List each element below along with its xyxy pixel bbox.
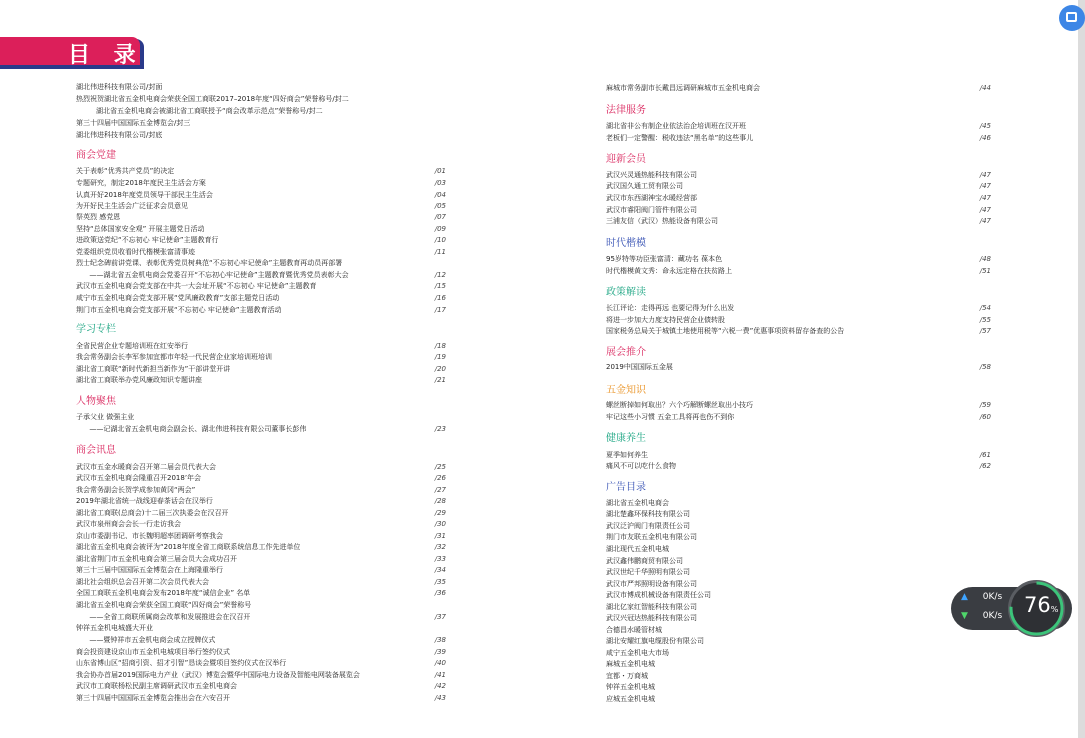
toc-entry-title: 我会常务副会长贺学成参加黄冈“两会” xyxy=(76,486,196,494)
toc-entry[interactable] xyxy=(606,460,991,472)
toc-entry-title: 95岁特等功臣张富清：藏功名 葆本色 xyxy=(606,255,723,263)
toc-entry-title: 牢记这些小习惯 五金工具将再也伤不到你 xyxy=(606,413,735,421)
toc-entry[interactable] xyxy=(76,472,446,484)
toc-entry-page: /18 xyxy=(434,342,446,350)
toc-entry-title: 咸宁五金机电大市场 xyxy=(606,649,669,657)
toc-entry-title: 全省民营企业专题培训班在红安举行 xyxy=(76,342,188,350)
toc-entry[interactable] xyxy=(76,351,446,363)
toc-entry[interactable] xyxy=(606,693,991,705)
toc-entry[interactable] xyxy=(76,81,446,93)
toc-entry-title: 第三十四届中国国际五金博览会/封三 xyxy=(76,119,191,127)
toc-entry-page: /48 xyxy=(979,255,991,263)
toc-entry-page: /27 xyxy=(434,486,446,494)
toc-entry-title: 三浦友信（武汉）热能设备有限公司 xyxy=(606,217,718,225)
toc-entry[interactable] xyxy=(76,692,446,704)
upload-speed: 0K/s xyxy=(982,592,1003,602)
toc-entry-page: /04 xyxy=(434,191,446,199)
toc-entry-page: /12 xyxy=(434,271,446,279)
toc-entry-title: 热烈祝贺湖北省五金机电商会荣获全国工商联2017–2018年度“四好商会”荣誉称号/封二 xyxy=(76,95,349,103)
toc-entry-title: 武汉泛沪阀门有限责任公司 xyxy=(606,522,690,530)
toc-entry[interactable] xyxy=(76,680,446,692)
toc-entry[interactable] xyxy=(606,82,991,94)
toc-entry-page: /09 xyxy=(434,225,446,233)
toc-entry-page: /57 xyxy=(979,327,991,335)
toc-entry[interactable] xyxy=(76,599,446,611)
toc-entry[interactable] xyxy=(606,302,991,314)
toc-entry[interactable] xyxy=(606,265,991,277)
toc-entry[interactable] xyxy=(606,132,991,144)
toc-entry-page: /39 xyxy=(434,648,446,656)
section-heading: 商会党建 xyxy=(76,150,116,161)
toc-entry-title: 商会投资建设京山市五金机电城项目举行签约仪式 xyxy=(76,648,230,656)
toc-entry-title: ——全省工商联所属商会改革和发展推进会在汉召开 xyxy=(76,613,251,621)
down-arrow-icon: ▼ xyxy=(961,611,968,621)
toc-entry-page: /47 xyxy=(979,194,991,202)
section-heading: 政策解读 xyxy=(606,287,646,298)
toc-entry[interactable] xyxy=(606,658,991,670)
toc-entry-title: 钟祥五金机电城 xyxy=(606,683,655,691)
section-heading: 学习专栏 xyxy=(76,324,116,335)
toc-entry-page: /62 xyxy=(979,462,991,470)
toc-entry-page: /29 xyxy=(434,509,446,517)
toc-entry[interactable] xyxy=(76,564,446,576)
toc-entry-title: 武汉鑫伟鹏商贸有限公司 xyxy=(606,557,683,565)
toc-entry-page: /55 xyxy=(979,316,991,324)
toc-entry[interactable] xyxy=(76,129,446,141)
toc-entry-title: 武汉世纪千华照明有限公司 xyxy=(606,568,690,576)
toc-entry-title: 湖北伟进科技有限公司/封面 xyxy=(76,83,163,91)
toc-entry[interactable] xyxy=(76,257,446,269)
toc-entry-title: 湖北安耀红旗电缆股份有限公司 xyxy=(606,637,704,645)
toc-entry-title: 钟祥五金机电城盛大开业 xyxy=(76,624,153,632)
toc-entry[interactable] xyxy=(606,253,991,265)
toc-entry-page: /43 xyxy=(434,694,446,702)
toc-entry-title: 湖北省荆门市五金机电商会第三届会员大会成功召开 xyxy=(76,555,237,563)
toc-entry[interactable] xyxy=(76,165,446,177)
toc-entry-title: 山东省博山区“招商引资、招才引智”恳谈会暨项目签约仪式在汉举行 xyxy=(76,659,287,667)
toc-entry-title: 武汉市工商联杨松民副主席调研武汉市五金机电商会 xyxy=(76,682,237,690)
toc-entry-title: 国家税务总局关于城镇土地使用税等“六税一费”优惠事项资料留存备查的公告 xyxy=(606,327,845,335)
toc-entry[interactable] xyxy=(76,495,446,507)
toc-entry-page: /36 xyxy=(434,589,446,597)
section-heading: 人物聚焦 xyxy=(76,396,116,407)
toc-entry-page: /15 xyxy=(434,282,446,290)
window-capture-icon[interactable] xyxy=(1059,5,1085,31)
toc-entry[interactable] xyxy=(606,399,991,411)
toc-entry[interactable] xyxy=(76,657,446,669)
toc-entry-title: 我会协办首届2019国际电力产业（武汉）博览会暨华中国际电力设备及智能电网装备展览会 xyxy=(76,671,360,679)
toc-entry-title: 湖北省工商联举办党风廉政知识专题讲座 xyxy=(76,376,202,384)
toc-entry-title: 湖北社会组织总会召开第二次会员代表大会 xyxy=(76,578,209,586)
toc-entry-page: /47 xyxy=(979,217,991,225)
toc-entry-title: 湖北省五金机电商会荣获全国工商联“四好商会”荣誉称号 xyxy=(76,601,252,609)
toc-entry-page: /61 xyxy=(979,451,991,459)
toc-entry[interactable] xyxy=(606,192,991,204)
toc-entry-title: 麻城五金机电城 xyxy=(606,660,655,668)
toc-entry[interactable] xyxy=(76,292,446,304)
toc-entry[interactable] xyxy=(76,177,446,189)
toc-entry[interactable] xyxy=(76,587,446,599)
toc-entry-page: /28 xyxy=(434,497,446,505)
toc-entry-page: /51 xyxy=(979,267,991,275)
toc-entry-title: 湖北省五金机电商会 xyxy=(606,499,669,507)
toc-entry-page: /41 xyxy=(434,671,446,679)
toc-entry-page: /26 xyxy=(434,474,446,482)
toc-entry-page: /20 xyxy=(434,365,446,373)
toc-entry[interactable] xyxy=(76,423,446,435)
toc-entry[interactable] xyxy=(76,105,446,117)
toc-entry-page: /35 xyxy=(434,578,446,586)
upload-row xyxy=(961,592,1002,602)
toc-entry-title: 2019中国国际五金展 xyxy=(606,363,673,371)
toc-entry-title: 湖北现代五金机电城 xyxy=(606,545,669,553)
toc-entry-title: 我会常务副会长李军参加宜都市年轻一代民营企业家培训班培训 xyxy=(76,353,272,361)
toc-entry-title: 2019年湖北省统一战线迎春茶话会在汉举行 xyxy=(76,497,213,505)
toc-entry-title: 湖北省非公有制企业依法治企培训班在汉开班 xyxy=(606,122,746,130)
toc-entry-title: 夏季如何养生 xyxy=(606,451,648,459)
toc-entry-page: /10 xyxy=(434,236,446,244)
toc-entry[interactable] xyxy=(606,681,991,693)
toc-entry-title: 烈士纪念碑前讲党课、表彰优秀党员树典范“不忘初心牢记使命”主题教育再动员再部署 xyxy=(76,259,343,267)
toc-entry[interactable] xyxy=(606,325,991,337)
toc-entry-page: /16 xyxy=(434,294,446,302)
toc-entry[interactable] xyxy=(606,508,991,520)
toc-entry-page: /17 xyxy=(434,306,446,314)
toc-entry-title: 武汉市五金水暖商会召开第二届会员代表大会 xyxy=(76,463,216,471)
toc-entry-title: 湖北省工商联(总商会)十二届三次执委会在汉召开 xyxy=(76,509,229,517)
toc-entry-page: /23 xyxy=(434,425,446,433)
toc-entry-page: /31 xyxy=(434,532,446,540)
toc-entry[interactable] xyxy=(606,361,991,373)
toc-entry[interactable] xyxy=(606,589,991,601)
toc-entry-title: 武汉市五金机电商会党支部在中共一大会址开展“不忘初心 牢记使命”主题教育 xyxy=(76,282,317,290)
toc-entry-title: 湖北亿家红智能科技有限公司 xyxy=(606,603,697,611)
toc-entry-page: /60 xyxy=(979,413,991,421)
toc-entry-title: 老板们一定警醒：税收违法“黑名单”的这些事儿 xyxy=(606,134,754,142)
toc-entry[interactable] xyxy=(76,374,446,386)
download-speed: 0K/s xyxy=(982,611,1003,621)
toc-entry-page: /03 xyxy=(434,179,446,187)
toc-entry-page: /40 xyxy=(434,659,446,667)
toc-entry-title: 湖北楚鑫环保科技有限公司 xyxy=(606,510,690,518)
toc-entry-page: /33 xyxy=(434,555,446,563)
section-heading: 健康养生 xyxy=(606,433,646,444)
toc-entry-title: 京山市委副书记、市长魏明超率团调研考察我会 xyxy=(76,532,223,540)
toc-entry-title: 宜都・万商城 xyxy=(606,672,648,680)
toc-entry-title: 武汉市五金机电商会隆重召开2018’年会 xyxy=(76,474,202,482)
toc-entry-page: /38 xyxy=(434,636,446,644)
toc-entry[interactable] xyxy=(76,634,446,646)
toc-entry-page: /05 xyxy=(434,202,446,210)
toc-entry-title: 湖北省五金机电商会被评为“2018年度全省工商联系统信息工作先进单位 xyxy=(76,543,301,551)
memory-usage-percent: 76% xyxy=(1024,593,1059,617)
toc-entry-page: /19 xyxy=(434,353,446,361)
section-heading: 迎新会员 xyxy=(606,154,646,165)
toc-entry-page: /37 xyxy=(434,613,446,621)
toc-entry-title: 合德昌水暖管材城 xyxy=(606,626,662,634)
toc-entry-title: 祭英烈 感党恩 xyxy=(76,213,121,221)
toc-entry-page: /11 xyxy=(434,248,446,256)
toc-entry-page: /45 xyxy=(979,122,991,130)
toc-entry-page: /25 xyxy=(434,463,446,471)
toc-entry[interactable] xyxy=(76,117,446,129)
toc-entry-title: 为开好民主生活会广泛征求会员意见 xyxy=(76,202,188,210)
section-heading: 时代楷模 xyxy=(606,238,646,249)
toc-entry[interactable] xyxy=(606,180,991,192)
download-row xyxy=(961,611,1002,621)
toc-entry-title: 湖北伟进科技有限公司/封底 xyxy=(76,131,163,139)
toc-entry-title: 第三十四届中国国际五金博览会推出会在六安召开 xyxy=(76,694,230,702)
toc-entry[interactable] xyxy=(606,411,991,423)
page-edge xyxy=(1078,0,1085,738)
toc-entry[interactable] xyxy=(76,541,446,553)
toc-entry-page: /58 xyxy=(979,363,991,371)
toc-entry-title: 武汉国久通工贸有限公司 xyxy=(606,182,683,190)
toc-entry-page: /32 xyxy=(434,543,446,551)
toc-entry[interactable] xyxy=(76,411,446,423)
toc-entry-title: 将进一步加大力度支持民营企业债转股 xyxy=(606,316,725,324)
toc-entry-title: 党委组织党员收看时代楷模张富清事迹 xyxy=(76,248,195,256)
toc-entry[interactable] xyxy=(606,566,991,578)
toc-entry-page: /42 xyxy=(434,682,446,690)
toc-entry-title: 专题研究，制定2018年度民主生活会方案 xyxy=(76,179,206,187)
up-arrow-icon: ▲ xyxy=(961,592,968,602)
toc-entry-title: 咸宁市五金机电商会党支部开展“党风廉政教育”支部主题党日活动 xyxy=(76,294,280,302)
toc-entry[interactable] xyxy=(76,234,446,246)
toc-entry[interactable] xyxy=(76,304,446,316)
toc-entry-title: 子承父业 做强主业 xyxy=(76,413,135,421)
toc-entry[interactable] xyxy=(76,93,446,105)
toc-entry-title: 湖北省五金机电商会被湖北省工商联授予“商会改革示范点”荣誉称号/封二 xyxy=(76,107,323,115)
toc-entry-page: /30 xyxy=(434,520,446,528)
toc-entry-title: 关于表彰“优秀共产党员”的决定 xyxy=(76,167,175,175)
section-heading: 展会推介 xyxy=(606,347,646,358)
toc-entry-title: 武汉市博成机械设备有限责任公司 xyxy=(606,591,711,599)
toc-entry[interactable] xyxy=(606,612,991,624)
toc-entry-title: 认真开好2018年度党员领导干部民主生活会 xyxy=(76,191,213,199)
toc-title-bar xyxy=(0,37,144,69)
toc-entry-title: 坚持“总体国家安全观” 开展主题党日活动 xyxy=(76,225,205,233)
toc-entry-title: 湖北省工商联“新时代新担当新作为”干部讲堂开讲 xyxy=(76,365,231,373)
toc-entry-title: 螺丝断掉如何取出？六个巧解断螺丝取出小技巧 xyxy=(606,401,753,409)
toc-entry[interactable] xyxy=(76,518,446,530)
section-heading: 商会讯息 xyxy=(76,445,116,456)
toc-entry-page: /47 xyxy=(979,171,991,179)
toc-entry-title: 荆门市五金机电商会党支部开展“不忘初心 牢记使命”主题教育活动 xyxy=(76,306,282,314)
toc-entry-title: 长江评论：走得再远 也要记得为什么出发 xyxy=(606,304,735,312)
toc-entry-title: 痛风不可以吃什么食物 xyxy=(606,462,676,470)
toc-entry-page: /21 xyxy=(434,376,446,384)
toc-entry-page: /34 xyxy=(434,566,446,574)
toc-entry-page: /07 xyxy=(434,213,446,221)
toc-entry[interactable] xyxy=(606,215,991,227)
toc-entry-title: 武汉兴灵通热能科技有限公司 xyxy=(606,171,697,179)
section-heading: 法律服务 xyxy=(606,105,646,116)
toc-entry-title: 武汉市睿阳阀门管件有限公司 xyxy=(606,206,697,214)
toc-entry-page: /59 xyxy=(979,401,991,409)
toc-entry-title: ——湖北省五金机电商会党委召开“不忘初心牢记使命”主题教育暨优秀党员表彰大会 xyxy=(76,271,349,279)
toc-entry-title: 武汉兴冠达热能科技有限公司 xyxy=(606,614,697,622)
toc-entry-title: 麻城市常务副市长戴昌远调研麻城市五金机电商会 xyxy=(606,84,760,92)
toc-entry-title: ——记湖北省五金机电商会副会长、湖北伟进科技有限公司董事长彭伟 xyxy=(76,425,307,433)
toc-entry-title: 应城五金机电城 xyxy=(606,695,655,703)
toc-entry[interactable] xyxy=(606,543,991,555)
toc-entry[interactable] xyxy=(606,531,991,543)
network-speed-widget[interactable] xyxy=(951,587,1072,630)
toc-entry-page: /47 xyxy=(979,206,991,214)
toc-entry-title: 荆门市友联五金机电有限公司 xyxy=(606,533,697,541)
toc-entry-title: ——暨钟祥市五金机电商会成立授牌仪式 xyxy=(76,636,216,644)
toc-entry-title: 武汉市泉州商会会长一行走访我会 xyxy=(76,520,181,528)
toc-entry-title: 武汉市东西湖神宝水暖经营部 xyxy=(606,194,697,202)
toc-entry-title: 全国工商联五金机电商会发布2018年度“诚信企业” 名单 xyxy=(76,589,251,597)
toc-entry-title: 武汉市严邦照明设备有限公司 xyxy=(606,580,697,588)
toc-entry[interactable] xyxy=(606,120,991,132)
toc-entry-title: 进政策送党纪“不忘初心 牢记使命”主题教育行 xyxy=(76,236,219,244)
section-heading: 五金知识 xyxy=(606,385,646,396)
toc-entry-title: 第三十三届中国国际五金博览会在上海隆重举行 xyxy=(76,566,223,574)
toc-entry-page: /46 xyxy=(979,134,991,142)
toc-entry-page: /54 xyxy=(979,304,991,312)
toc-entry[interactable] xyxy=(76,622,446,634)
toc-entry-page: /01 xyxy=(434,167,446,175)
section-heading: 广告目录 xyxy=(606,482,646,493)
toc-entry[interactable] xyxy=(76,280,446,292)
toc-title: 目 录 xyxy=(68,43,144,68)
toc-entry[interactable] xyxy=(76,211,446,223)
toc-entry-page: /47 xyxy=(979,182,991,190)
toc-entry-title: 时代楷模黄文秀：命永远定格在扶贫路上 xyxy=(606,267,732,275)
toc-entry[interactable] xyxy=(606,635,991,647)
toc-entry-page: /44 xyxy=(979,84,991,92)
